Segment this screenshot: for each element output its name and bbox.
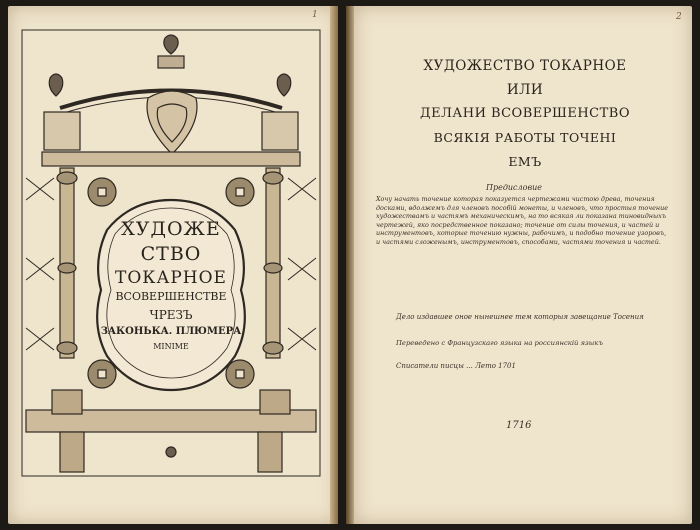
- book-gutter-left: [330, 6, 338, 524]
- crossed-tools-right: [288, 178, 316, 350]
- top-finial: [164, 35, 178, 54]
- cartouche-line: ВСОВЕРШЕНСТВЕ: [115, 290, 227, 303]
- translation-note: Переведено с Французскаго языка на россиянскій языкъ: [396, 339, 603, 347]
- crossed-tools-left: [26, 178, 54, 350]
- folio-number-right: 2: [676, 12, 682, 22]
- cartouche-line: ЗАКОНЬКА. ПЛЮМЕРА: [100, 326, 242, 337]
- title-line: ХУДОЖЕСТВО ТОКАРНОЕ: [423, 58, 627, 74]
- right-finial: [277, 74, 291, 96]
- author-note: Дело издавшее оное нынешнее тем которыя завещание Тосения: [396, 313, 644, 321]
- preface-body: Хочу начать точение которая показуется чертежами чистою древа, точения досками, вдолжемъ для членовъ пособій монеты, и членовъ, что простыя точение художествамъ и частямъ механическимъ, на то всякая ли показана тиновидныхъ чертежей, яко посредственное показано; точение от силы точения, и частей и инструментовъ, которые точению нужны, рабочимъ, и подобно точение узоровъ, и частями сложенымъ, инструментовъ, способами, частями точения и частей.: [376, 195, 669, 246]
- year-label: 1716: [506, 420, 532, 431]
- heart-shield: [147, 91, 197, 154]
- cartouche-line: ЧРЕЗЪ: [149, 308, 193, 322]
- cross-beam: [42, 152, 300, 166]
- title-line: ВСЯКІЯ РАБОТЫ ТОЧЕНІ: [433, 130, 617, 145]
- right-column: [263, 168, 283, 358]
- left-column: [57, 168, 77, 358]
- scribe-note: Списатели писцы ... Лето 1701: [396, 362, 516, 370]
- folio-number-left: 1: [312, 10, 318, 20]
- cartouche-line: ТОКАРНОЕ: [115, 268, 227, 288]
- cartouche-line: СТВО: [140, 243, 202, 265]
- finial-base: [158, 56, 184, 68]
- preface-heading: Предисловие: [486, 183, 542, 192]
- title-line: ДЕЛАНИ ВСОВЕРШЕНСТВО: [420, 106, 630, 121]
- cartouche-line: MINIME: [153, 342, 189, 351]
- base-emblem: [166, 447, 176, 457]
- cartouche-line: ХУДОЖЕ: [121, 218, 221, 240]
- left-finial: [49, 74, 63, 96]
- title-line: ЕМЪ: [508, 154, 542, 169]
- title-line: ИЛИ: [506, 82, 544, 98]
